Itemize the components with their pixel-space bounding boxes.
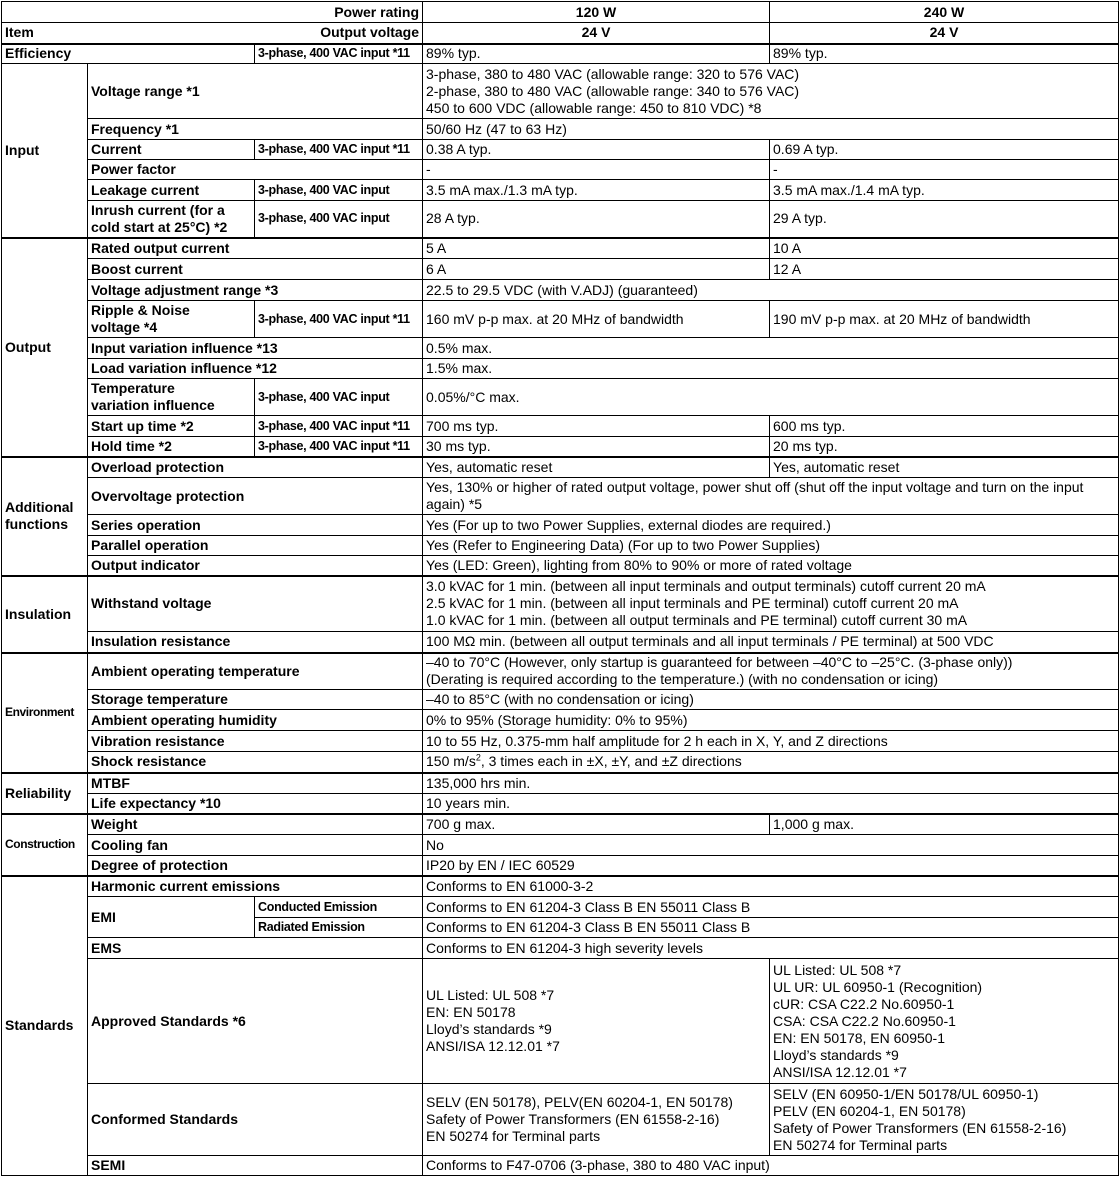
value: –40 to 85°C (with no condensation or icing) [423,690,1119,710]
condition: 3-phase, 400 VAC input *11 [255,44,423,64]
value-240w: Yes, automatic reset [770,457,1119,478]
condition: 3-phase, 400 VAC input *11 [255,416,423,437]
col1-power: 120 W [423,2,770,23]
row-label: Current [88,140,255,160]
value: 10 years min. [423,794,1119,814]
value-240w: 190 mV p-p max. at 20 MHz of bandwidth [770,301,1119,338]
group-output: Output [2,238,88,457]
row-label: Voltage adjustment range *3 [88,280,423,301]
value: Conforms to EN 61204-3 Class B EN 55011 Class B [423,897,1119,918]
input-inrush-row [2,201,1119,238]
col2-power: 240 W [770,2,1119,23]
value: 3-phase, 380 to 480 VAC (allowable range: 320 to 576 VAC) 2-phase, 380 to 480 VAC (allowable range: 340 to 576 VAC) 450 to 600 VDC (allowable range: 450 to 810 VDC) *8 [423,64,1119,119]
condition: Conducted Emission [255,897,423,918]
humidity-row [2,710,1119,731]
row-label: Parallel operation [88,536,423,556]
value: 0.5% max. [423,338,1119,359]
storage-temp-row [2,690,1119,710]
ambient-temp-row [2,653,1119,690]
cooling-row [2,835,1119,856]
row-label: Degree of protection [88,856,423,876]
value-120w: 89% typ. [423,44,770,64]
row-label: Approved Standards *6 [88,959,423,1084]
group-standards: Standards [2,876,88,1176]
withstand-row [2,576,1119,632]
row-label: Load variation influence *12 [88,359,423,379]
indicator-row [2,556,1119,576]
condition: 3-phase, 400 VAC input [255,180,423,201]
value-120w: 3.5 mA max./1.3 mA typ. [423,180,770,201]
mtbf-row [2,773,1119,794]
row-label: Insulation resistance [88,632,423,653]
input-leakage-row [2,180,1119,201]
row-label: Storage temperature [88,690,423,710]
row-label: Ambient operating humidity [88,710,423,731]
value-120w: 28 A typ. [423,201,770,238]
value: 1.5% max. [423,359,1119,379]
header-row-power [2,2,1119,23]
row-label: Inrush current (for a cold start at 25°C) *2 [88,201,255,238]
input-power-factor-row [2,160,1119,180]
value-120w: 0.38 A typ. [423,140,770,160]
value-120w: UL Listed: UL 508 *7 EN: EN 50178 Lloyd’s standards *9 ANSI/ISA 12.12.01 *7 [423,959,770,1084]
row-label: Rated output current [88,238,423,259]
row-label: Vibration resistance [88,731,423,752]
input-frequency-row [2,119,1119,140]
row-label: Voltage range *1 [88,64,423,119]
group-additional: Additional functions [2,457,88,576]
value-240w: - [770,160,1119,180]
value: Conforms to EN 61204-3 high severity levels [423,938,1119,959]
spec-table [1,1,1119,1176]
output-hold-row [2,437,1119,457]
insulation-resistance-row [2,632,1119,653]
value-120w: 5 A [423,238,770,259]
value: Yes (Refer to Engineering Data) (For up to two Power Supplies) [423,536,1119,556]
conformed-row [2,1084,1119,1156]
group-input: Input [2,64,88,238]
condition: 3-phase, 400 VAC input *11 [255,140,423,160]
row-label: Weight [88,814,423,835]
row-label: Overvoltage protection [88,478,423,515]
parallel-row [2,536,1119,556]
row-label: Overload protection [88,457,423,478]
value-sup: 2 [475,752,481,763]
condition: 3-phase, 400 VAC input *11 [255,437,423,457]
value-240w: 29 A typ. [770,201,1119,238]
output-input-variation-row [2,338,1119,359]
row-label: Cooling fan [88,835,423,856]
value: Conforms to EN 61000-3-2 [423,876,1119,897]
power-rating-label: Power rating [2,2,423,23]
row-label: Start up time *2 [88,416,255,437]
vibration-row [2,731,1119,752]
output-rated-current-row [2,238,1119,259]
group-environment: Environment [2,653,88,773]
output-boost-current-row [2,259,1119,280]
value: 0% to 95% (Storage humidity: 0% to 95%) [423,710,1119,731]
row-label: EMS [88,938,423,959]
value-240w: 0.69 A typ. [770,140,1119,160]
input-voltage-range-row [2,64,1119,119]
row-label: Conformed Standards [88,1084,423,1156]
row-label: Frequency *1 [88,119,423,140]
row-label: SEMI [88,1156,423,1176]
value-120w: 700 g max. [423,814,770,835]
value: 100 MΩ min. (between all output terminals and all input terminals / PE terminal) at 500 VDC [423,632,1119,653]
value: Conforms to EN 61204-3 Class B EN 55011 Class B [423,918,1119,938]
value-240w: 3.5 mA max./1.4 mA typ. [770,180,1119,201]
efficiency-label: Efficiency [2,44,255,64]
row-label: Life expectancy *10 [88,794,423,814]
value: IP20 by EN / IEC 60529 [423,856,1119,876]
overload-row [2,457,1119,478]
row-label: Power factor [88,160,423,180]
row-label: Input variation influence *13 [88,338,423,359]
output-voltage-adj-row [2,280,1119,301]
overvoltage-row [2,478,1119,515]
value-240w: UL Listed: UL 508 *7 UL UR: UL 60950-1 (Recognition) cUR: CSA C22.2 No.60950-1 CSA: CSA C22.2 No.60950-1 EN: EN 50178, EN 60950-1 Lloyd’s standards *9 ANSI/ISA 12.12.01 *7 [770,959,1119,1084]
row-label: Boost current [88,259,423,280]
value: 50/60 Hz (47 to 63 Hz) [423,119,1119,140]
output-load-variation-row [2,359,1119,379]
value-120w: 30 ms typ. [423,437,770,457]
efficiency-row [2,44,1119,64]
row-label: Ripple & Noise voltage *4 [88,301,255,338]
input-current-row [2,140,1119,160]
emi-conducted-row [2,897,1119,918]
output-ripple-row [2,301,1119,338]
value: 10 to 55 Hz, 0.375-mm half amplitude for 2 h each in X, Y, and Z directions [423,731,1119,752]
value-240w: 10 A [770,238,1119,259]
value: No [423,835,1119,856]
row-label: Series operation [88,515,423,536]
value: 22.5 to 29.5 VDC (with V.ADJ) (guaranteed) [423,280,1119,301]
value-240w: 1,000 g max. [770,814,1119,835]
value: Yes (LED: Green), lighting from 80% to 90% or more of rated voltage [423,556,1119,576]
value-120w: SELV (EN 50178), PELV(EN 60204-1, EN 50178) Safety of Power Transformers (EN 61558-2-16) EN 50274 for Terminal parts [423,1084,770,1156]
output-voltage-label: Output voltage [88,23,423,44]
value-120w: 160 mV p-p max. at 20 MHz of bandwidth [423,301,770,338]
value-120w: 700 ms typ. [423,416,770,437]
value-post: , 3 times each in ±X, ±Y, and ±Z directions [480,753,742,770]
condition: 3-phase, 400 VAC input *11 [255,301,423,338]
value: 3.0 kVAC for 1 min. (between all input terminals and output terminals) cutoff current 20 mA 2.5 kVAC for 1 min. (between all input terminals and PE terminal) cutoff current 20 mA 1.0 kVAC for 1 min. (between all output terminals and PE terminal) cutoff current 30 mA [423,576,1119,632]
semi-row [2,1156,1119,1176]
value-240w: SELV (EN 60950-1/EN 50178/UL 60950-1) PELV (EN 60204-1, EN 50178) Safety of Power Transformers (EN 61558-2-16) EN 50274 for Terminal parts [770,1084,1119,1156]
group-reliability: Reliability [2,773,88,814]
group-construction: Construction [2,814,88,876]
row-label: MTBF [88,773,423,794]
value-120w: 6 A [423,259,770,280]
value: –40 to 70°C (However, only startup is guaranteed for between –40°C to –25°C. (3-phase only)) (Derating is required according to the temperature.) (with no condensation or icing) [423,653,1119,690]
shock-row [2,752,1119,773]
value-120w: Yes, automatic reset [423,457,770,478]
value-pre: 150 m/s [426,753,476,770]
row-label: Withstand voltage [88,576,423,632]
weight-row [2,814,1119,835]
value: Conforms to F47-0706 (3-phase, 380 to 480 VAC input) [423,1156,1119,1176]
row-label: EMI [88,897,255,938]
item-label: Item [2,23,88,44]
value: 135,000 hrs min. [423,773,1119,794]
value-240w: 20 ms typ. [770,437,1119,457]
group-insulation: Insulation [2,576,88,653]
header-row-voltage [2,23,1119,44]
value: 0.05%/°C max. [423,379,1119,416]
row-label: Ambient operating temperature [88,653,423,690]
output-startup-row [2,416,1119,437]
value: Yes (For up to two Power Supplies, external diodes are required.) [423,515,1119,536]
condition: Radiated Emission [255,918,423,938]
condition: 3-phase, 400 VAC input [255,201,423,238]
value: Yes, 130% or higher of rated output voltage, power shut off (shut off the input voltage and turn on the input again) *5 [423,478,1119,515]
life-row [2,794,1119,814]
col1-voltage: 24 V [423,23,770,44]
protection-row [2,856,1119,876]
output-temp-variation-row [2,379,1119,416]
row-label: Shock resistance [88,752,423,773]
ems-row [2,938,1119,959]
approved-row [2,959,1119,1084]
value-240w: 600 ms typ. [770,416,1119,437]
row-label: Output indicator [88,556,423,576]
row-label: Hold time *2 [88,437,255,457]
row-label: Temperature variation influence [88,379,255,416]
row-label: Harmonic current emissions [88,876,423,897]
value-120w: - [423,160,770,180]
condition: 3-phase, 400 VAC input [255,379,423,416]
row-label: Leakage current [88,180,255,201]
col2-voltage: 24 V [770,23,1119,44]
harmonic-row [2,876,1119,897]
value-240w: 12 A [770,259,1119,280]
value [423,752,1119,773]
value-240w: 89% typ. [770,44,1119,64]
series-row [2,515,1119,536]
